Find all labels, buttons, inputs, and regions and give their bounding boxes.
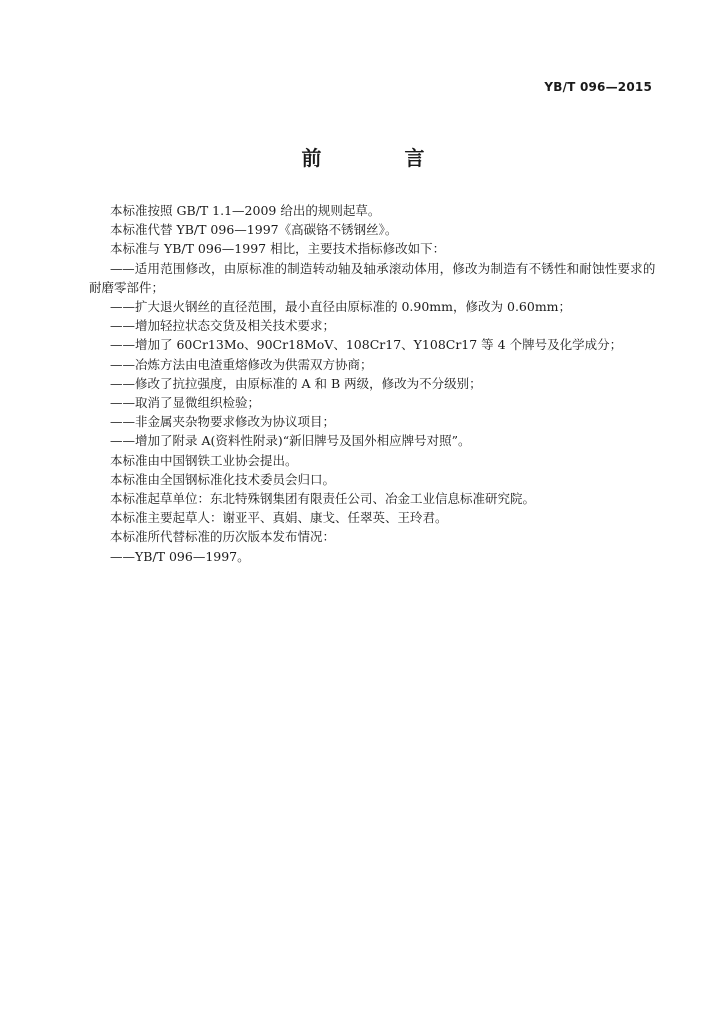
paragraph-centralized-by: 本标准由全国钢标准化技术委员会归口。 (110, 471, 336, 487)
page-title: 前 言 (301, 146, 463, 170)
paragraph-drafters: 本标准主要起草人：谢亚平、真娟、康戈、任翠英、王玲君。 (110, 510, 448, 526)
paragraph-proposed-by: 本标准由中国钢铁工业协会提出。 (110, 452, 298, 468)
list-item-history: ——YB/T 096—1997。 (110, 548, 250, 564)
paragraph-replaces: 本标准代替 YB/T 096—1997《高碳铬不锈钢丝》。 (110, 222, 398, 238)
list-item: ——非金属夹杂物要求修改为协议项目； (110, 414, 336, 430)
paragraph-changes-intro: 本标准与 YB/T 096—1997 相比，主要技术指标修改如下： (110, 241, 446, 257)
list-item: ——取消了显微组织检验； (110, 395, 261, 411)
list-item: ——增加了 60Cr13Mo、90Cr18MoV、108Cr17、Y108Cr17 等 4 个牌号及化学成分； (110, 337, 623, 353)
paragraph-drafting-rules: 本标准按照 GB/T 1.1—2009 给出的规则起草。 (110, 203, 381, 218)
list-item: ——修改了抗拉强度，由原标准的 A 和 B 两级，修改为不分级别； (110, 375, 482, 391)
list-item-scope-change (89, 259, 655, 297)
foreword-body (89, 201, 655, 566)
list-item-scope-line2: 耐磨零部件； (89, 279, 165, 295)
paragraph-drafting-units: 本标准起草单位：东北特殊钢集团有限责任公司、冶金工业信息标准研究院。 (110, 491, 536, 507)
list-item: ——增加轻拉状态交货及相关技术要求； (110, 318, 336, 334)
standard-code: YB/T 096—2015 (544, 80, 652, 94)
list-item: ——扩大退火钢丝的直径范围，最小直径由原标准的 0.90mm，修改为 0.60mm； (110, 299, 572, 315)
list-item: ——增加了附录 A(资料性附录)“新旧牌号及国外相应牌号对照”。 (110, 433, 471, 449)
paragraph-history-intro: 本标准所代替标准的历次版本发布情况： (110, 529, 336, 545)
list-item-scope-line1: ——适用范围修改，由原标准的制造转动轴及轴承滚动体用，修改为制造有不锈性和耐蚀性要求的 (110, 260, 655, 276)
list-item: ——冶炼方法由电渣重熔修改为供需双方协商； (110, 356, 373, 372)
